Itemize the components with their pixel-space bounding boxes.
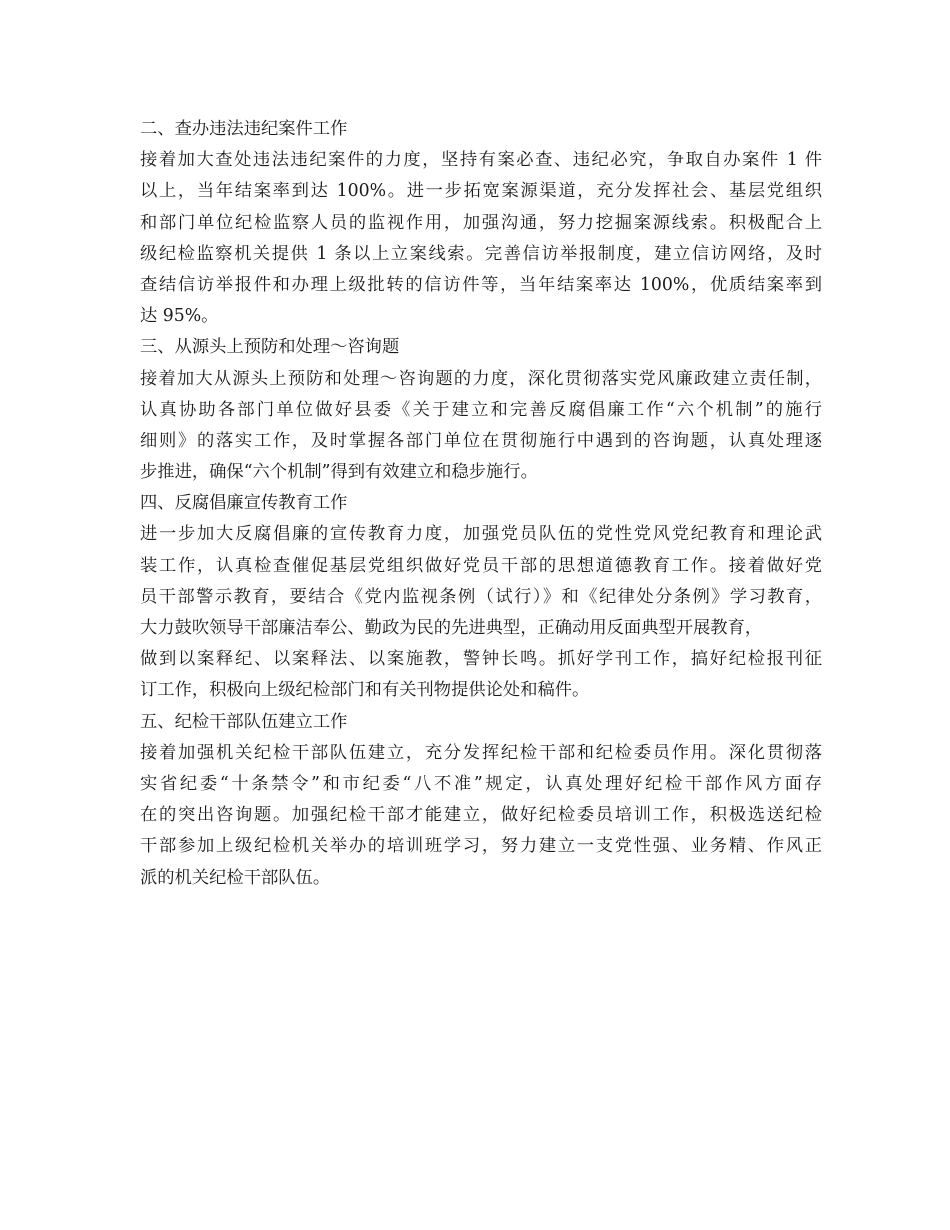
paragraph-line: 和部门单位纪检监察人员的监视作用，加强沟通，努力挖掘案源线索。积极配合上 bbox=[140, 212, 822, 233]
section-heading: 四、反腐倡廉宣传教育工作 bbox=[140, 493, 348, 514]
section-prevention bbox=[140, 332, 822, 488]
paragraph-line: 装工作，认真检查催促基层党组织做好党员干部的思想道德教育工作。接着做好党 bbox=[140, 555, 822, 576]
paragraph-line: 在的突出咨询题。加强纪检干部才能建立，做好纪检委员培训工作，积极选送纪检 bbox=[140, 805, 822, 826]
section-heading: 五、纪检干部队伍建立工作 bbox=[140, 711, 348, 732]
section-investigation bbox=[140, 114, 822, 332]
paragraph-line: 进一步加大反腐倡廉的宣传教育力度，加强党员队伍的党性党风党纪教育和理论武 bbox=[140, 524, 822, 545]
document-body bbox=[140, 114, 822, 894]
paragraph-line: 订工作，积极向上级纪检部门和有关刊物提供论处和稿件。 bbox=[140, 680, 590, 701]
paragraph-line: 派的机关纪检干部队伍。 bbox=[140, 867, 331, 888]
section-heading: 二、查办违法违纪案件工作 bbox=[140, 119, 348, 139]
section-cadre-team bbox=[140, 707, 822, 894]
paragraph-line: 接着加强机关纪检干部队伍建立，充分发挥纪检干部和纪检委员作用。深化贯彻落 bbox=[140, 742, 822, 763]
section-education bbox=[140, 488, 822, 706]
paragraph-line: 级纪检监察机关提供 1 条以上立案线索。完善信访举报制度，建立信访网络，及时 bbox=[140, 243, 822, 264]
paragraph-line: 做到以案释纪、以案释法、以案施教，警钟长鸣。抓好学刊工作，搞好纪检报刊征 bbox=[140, 649, 822, 670]
paragraph-line: 接着加大从源头上预防和处理～咨询题的力度，深化贯彻落实党风廉政建立责任制， bbox=[140, 368, 822, 389]
paragraph-line: 接着加大查处违法违纪案件的力度，坚持有案必查、违纪必究，争取自办案件 1 件 bbox=[140, 150, 822, 171]
section-heading: 三、从源头上预防和处理～咨询题 bbox=[140, 337, 400, 358]
paragraph-line: 步推进，确保“六个机制”得到有效建立和稳步施行。 bbox=[140, 462, 538, 483]
paragraph-line: 干部参加上级纪检机关举办的培训班学习，努力建立一支党性强、业务精、作风正 bbox=[140, 836, 822, 857]
paragraph-line: 查结信访举报件和办理上级批转的信访件等，当年结案率达 100%，优质结案率到 bbox=[140, 274, 822, 295]
paragraph-line: 认真协助各部门单位做好县委《关于建立和完善反腐倡廉工作“六个机制”的施行 bbox=[140, 399, 822, 420]
paragraph-line: 细则》的落实工作，及时掌握各部门单位在贯彻施行中遇到的咨询题，认真处理逐 bbox=[140, 430, 822, 451]
paragraph-line: 大力鼓吹领导干部廉洁奉公、勤政为民的先进典型，正确动用反面典型开展教育， bbox=[140, 618, 763, 638]
paragraph-line: 实省纪委“十条禁令”和市纪委“八不准”规定，认真处理好纪检干部作风方面存 bbox=[140, 773, 822, 794]
paragraph-line: 以上，当年结案率到达 100%。进一步拓宽案源渠道，充分发挥社会、基层党组织 bbox=[140, 181, 822, 202]
paragraph-line: 达 95%。 bbox=[140, 306, 219, 327]
paragraph-line: 员干部警示教育，要结合《党内监视条例（试行）》和《纪律处分条例》学习教育， bbox=[140, 586, 822, 607]
